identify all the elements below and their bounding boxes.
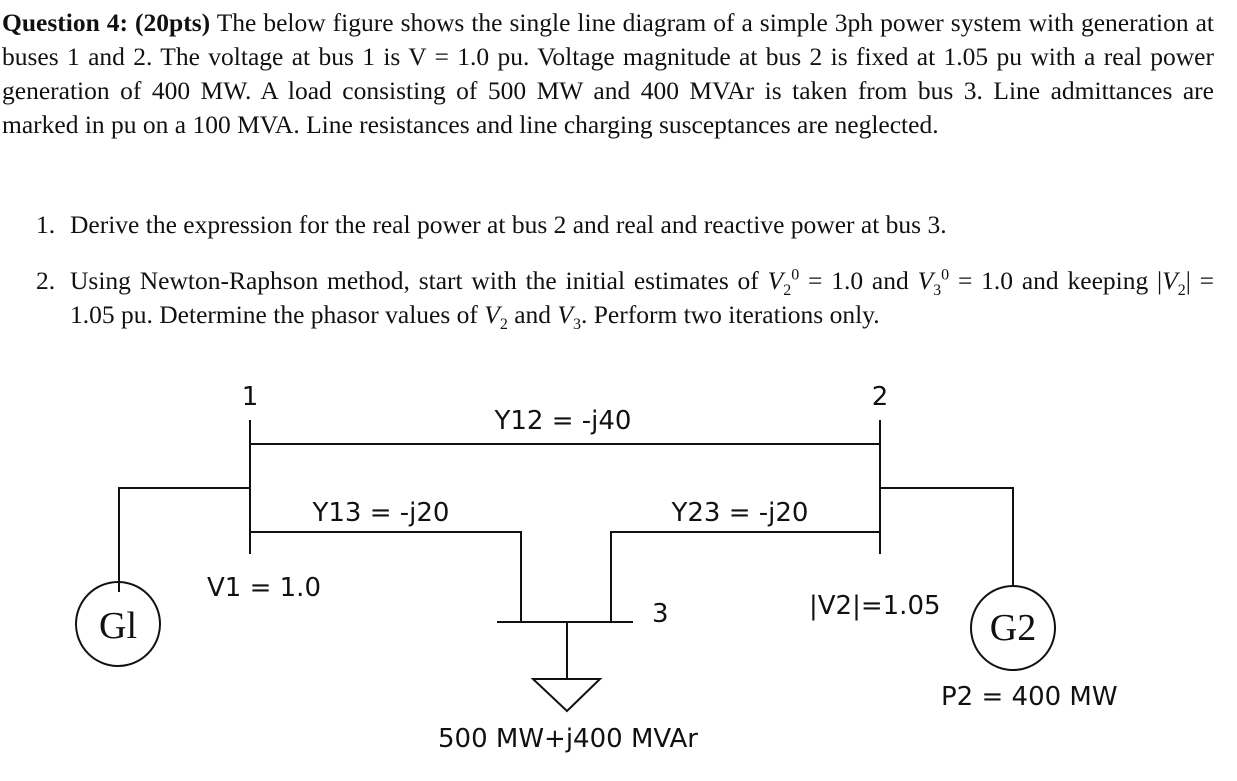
task2-p-var1: V <box>484 300 500 329</box>
y23-label: Y23 = -j20 <box>671 498 809 528</box>
task-number-2: 2. <box>36 266 56 295</box>
task-list-2 <box>36 264 1214 332</box>
question-heading: Question 4: <box>2 8 129 37</box>
v2-label: |V2|=1.05 <box>809 591 941 621</box>
task2-abs-sub: 2 <box>1177 282 1186 300</box>
task2-text-d: and <box>514 300 552 329</box>
bus-2-label: 2 <box>871 382 889 412</box>
task-item-2 <box>36 264 1214 332</box>
question-points: (20pts) <box>135 8 211 37</box>
v1-label: V1 = 1.0 <box>207 573 321 603</box>
bus-3-label: 3 <box>652 599 669 629</box>
bus-1-label: 1 <box>241 382 259 412</box>
task2-text-c: | = 1.05 pu. Determine the phasor values of <box>70 266 1215 329</box>
task-text-2 <box>70 264 1214 332</box>
task2-p-sub2: 3 <box>573 316 581 334</box>
task2-text-a: Using Newton-Raphson method, start with the initial estimates of <box>70 266 759 295</box>
g2-label: G2 <box>989 607 1037 649</box>
task2-v3-var: V <box>917 266 934 295</box>
task2-v3-sup: 0 <box>941 266 950 284</box>
g2-connection <box>880 488 1013 586</box>
task2-p-sub1: 2 <box>499 316 508 334</box>
task-item-1 <box>36 208 1214 242</box>
task2-text-b: keeping | <box>1067 266 1163 295</box>
task2-v3-sub: 3 <box>933 282 942 300</box>
task2-v2-sup: 0 <box>791 266 800 284</box>
task-number-1: 1. <box>36 210 56 239</box>
task2-p-var2: V <box>557 300 573 329</box>
y12-label: Y12 = -j40 <box>494 406 632 436</box>
task2-v2-sub: 2 <box>783 282 792 300</box>
task2-text-e: . Perform two iterations only. <box>581 300 880 329</box>
task2-abs-var: V <box>1162 266 1178 295</box>
task-list <box>36 208 1214 242</box>
single-line-diagram <box>0 360 1237 781</box>
load-arrow-icon <box>533 679 600 711</box>
task-text-1: Derive the expression for the real power at bus 2 and real and reactive power at bus 3. <box>70 210 947 239</box>
question-paragraph <box>2 6 1214 142</box>
question-statement: The below figure shows the single line diagram of a simple 3ph power system with generation at buses 1 and 2. The voltage at bus 1 is V = 1.0 pu. Voltage magnitude at bus 2 is fixed at 1.05 pu with a real power generation of 400 MW. A load consisting of 500 MW and 400 MVAr is taken from bus 3. Line admittances are marked in pu on a 100 MVA. Line resistances and line charging susceptances are neglected. <box>2 8 1215 139</box>
problem-statement <box>2 6 1214 142</box>
g1-label: Gl <box>99 605 137 647</box>
load-label: 500 MW+j400 MVAr <box>438 724 698 754</box>
task2-v3-eq: = 1.0 and <box>949 266 1059 295</box>
p2-label: P2 = 400 MW <box>941 682 1118 712</box>
task2-v2-eq: = 1.0 and <box>799 266 918 295</box>
task2-v2-var: V <box>767 266 784 295</box>
y13-label: Y13 = -j20 <box>312 498 450 528</box>
